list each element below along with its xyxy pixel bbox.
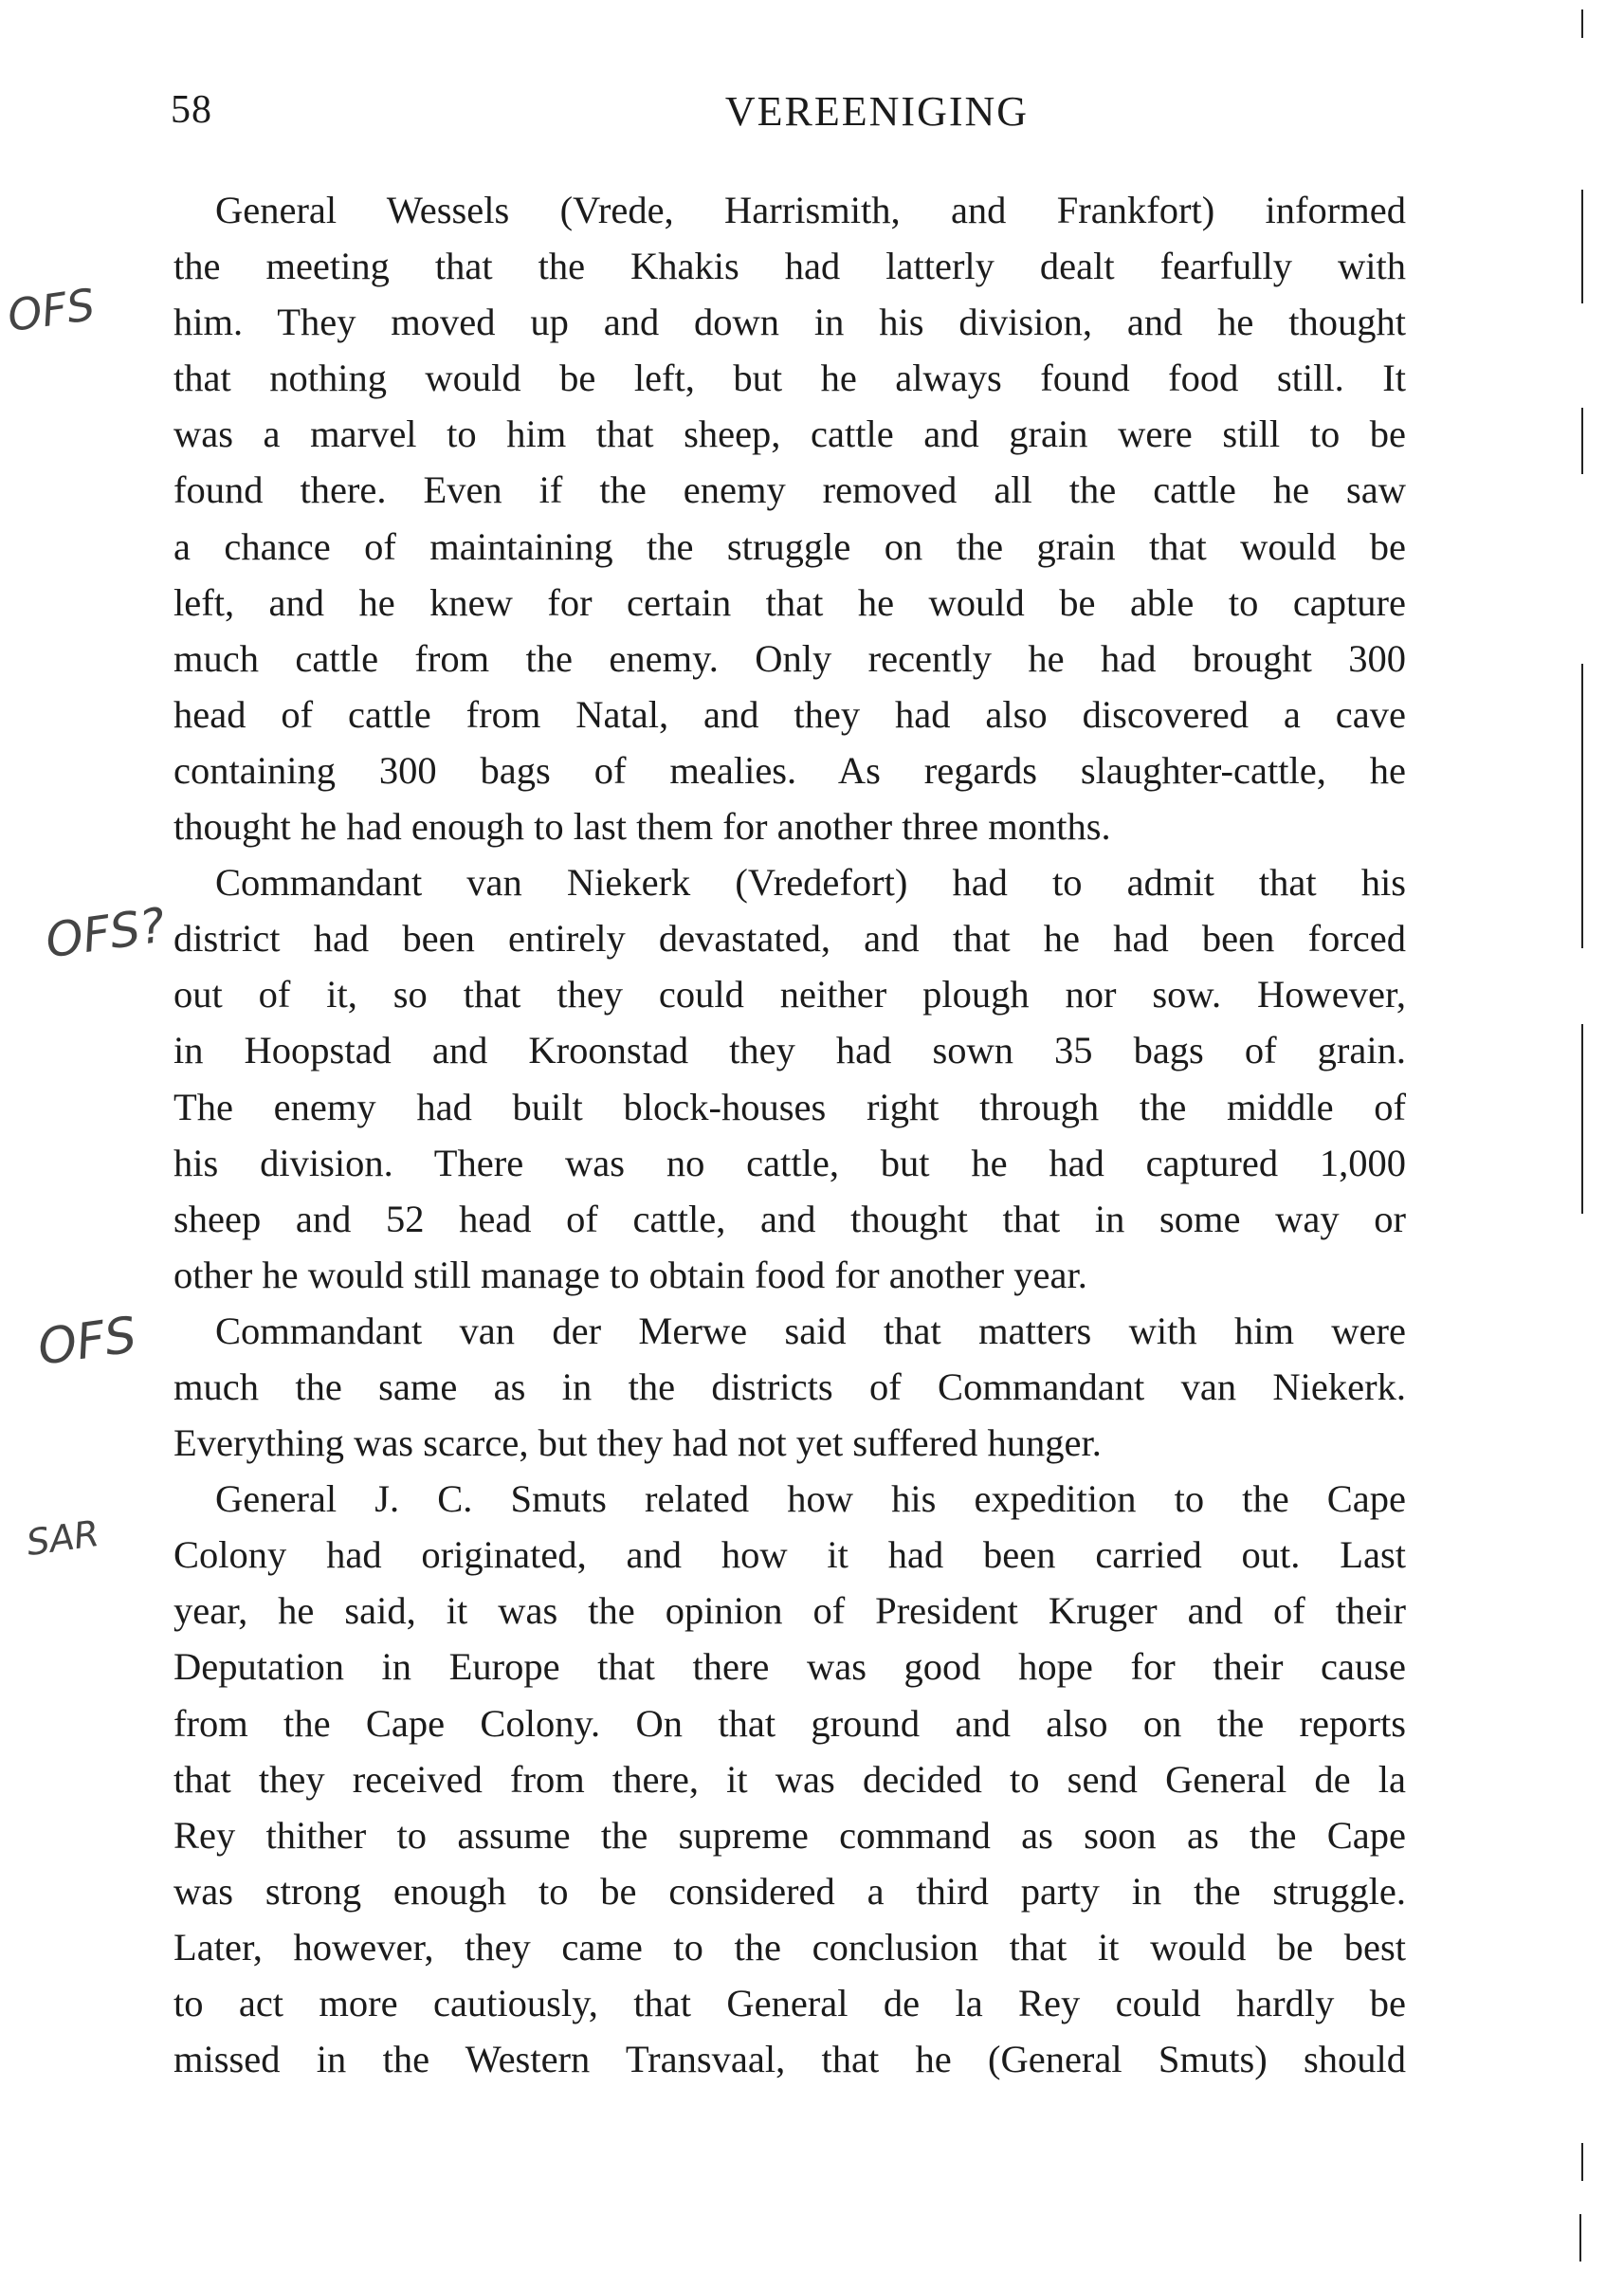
text-line: much the same as in the districts of Commandant van Niekerk. bbox=[173, 1364, 1406, 1408]
text-line: was strong enough to be considered a third party in the struggle. bbox=[173, 1869, 1406, 1913]
text-line: missed in the Western Transvaal, that he (General Smuts) should bbox=[173, 2038, 1406, 2081]
margin-note-ofs-2: OFS bbox=[34, 1307, 140, 1377]
binding-edge-mark bbox=[1581, 664, 1583, 948]
binding-edge-mark bbox=[1581, 408, 1583, 474]
text-line: a chance of maintaining the struggle on the grain that would be bbox=[173, 524, 1406, 568]
paragraph bbox=[173, 182, 1406, 854]
text-line: other he would still manage to obtain food for another year. bbox=[173, 1253, 1087, 1296]
page-header bbox=[0, 87, 1624, 144]
text-line: sheep and 52 head of cattle, and thought that in some way or bbox=[173, 1197, 1406, 1240]
text-line: left, and he knew for certain that he would be able to capture bbox=[173, 580, 1406, 624]
text-line: to act more cautiously, that General de la Rey could hardly be bbox=[173, 1982, 1406, 2024]
text-line: thought he had enough to last them for another three months. bbox=[173, 805, 1111, 849]
margin-note-ofs-question: OFS? bbox=[42, 897, 169, 969]
binding-edge-mark bbox=[1581, 2143, 1583, 2181]
text-line: Everything was scarce, but they had not yet suffered hunger. bbox=[173, 1421, 1102, 1465]
text-line: The enemy had built block-houses right through the middle of bbox=[173, 1085, 1406, 1128]
paragraph bbox=[173, 854, 1406, 1303]
text-line: that nothing would be left, but he always found food still. It bbox=[173, 357, 1406, 400]
text-line: the meeting that the Khakis had latterly dealt fearfully with bbox=[173, 245, 1406, 288]
paragraph bbox=[173, 1303, 1406, 1471]
text-line: head of cattle from Natal, and they had also discovered a cave bbox=[173, 692, 1406, 736]
text-line: Colony had originated, and how it had been carried out. Last bbox=[173, 1533, 1406, 1577]
text-line: Commandant van der Merwe said that matters with him were bbox=[215, 1309, 1406, 1352]
text-line: that they received from there, it was decided to send General de la bbox=[173, 1757, 1406, 1801]
text-line: General J. C. Smuts related how his expedition to the Cape bbox=[215, 1477, 1406, 1521]
text-line: containing 300 bags of mealies. As regards slaughter-cattle, he bbox=[173, 748, 1406, 792]
text-line: from the Cape Colony. On that ground and also on the reports bbox=[173, 1701, 1406, 1745]
text-line: in Hoopstad and Kroonstad they had sown 35 bags of grain. bbox=[173, 1029, 1406, 1072]
text-line: Deputation in Europe that there was good hope for their cause bbox=[173, 1645, 1406, 1689]
margin-note-sar: SAR bbox=[24, 1511, 102, 1565]
text-line: much cattle from the enemy. Only recently he had brought 300 bbox=[173, 636, 1406, 680]
text-line: Rey thither to assume the supreme command as soon as the Cape bbox=[173, 1813, 1406, 1857]
margin-note-ofs-1: OFS bbox=[4, 278, 99, 342]
paragraph bbox=[173, 1471, 1406, 2087]
binding-edge-mark bbox=[1579, 2214, 1581, 2262]
text-line: General Wessels (Vrede, Harrismith, and Frankfort) informed bbox=[215, 189, 1406, 231]
binding-edge-mark bbox=[1581, 190, 1583, 303]
text-line: year, he said, it was the opinion of President Kruger and of their bbox=[173, 1589, 1406, 1633]
text-line: him. They moved up and down in his division, and he thought bbox=[173, 301, 1406, 344]
text-line: Later, however, they came to the conclusion that it would be best bbox=[173, 1925, 1406, 1969]
text-line: Commandant van Niekerk (Vredefort) had to admit that his bbox=[215, 861, 1406, 905]
text-line: his division. There was no cattle, but he had captured 1,000 bbox=[173, 1141, 1406, 1184]
text-line: district had been entirely devastated, and that he had been forced bbox=[173, 917, 1406, 961]
running-head: VEREENIGING bbox=[724, 88, 1030, 135]
text-line: was a marvel to him that sheep, cattle and grain were still to be bbox=[173, 412, 1406, 456]
page-number: 58 bbox=[171, 88, 212, 132]
body-text bbox=[173, 182, 1406, 2087]
binding-edge-mark bbox=[1581, 1024, 1583, 1214]
text-line: out of it, so that they could neither plough nor sow. However, bbox=[173, 973, 1406, 1016]
text-line: found there. Even if the enemy removed all the cattle he saw bbox=[173, 468, 1406, 512]
binding-edge-mark bbox=[1581, 9, 1583, 38]
